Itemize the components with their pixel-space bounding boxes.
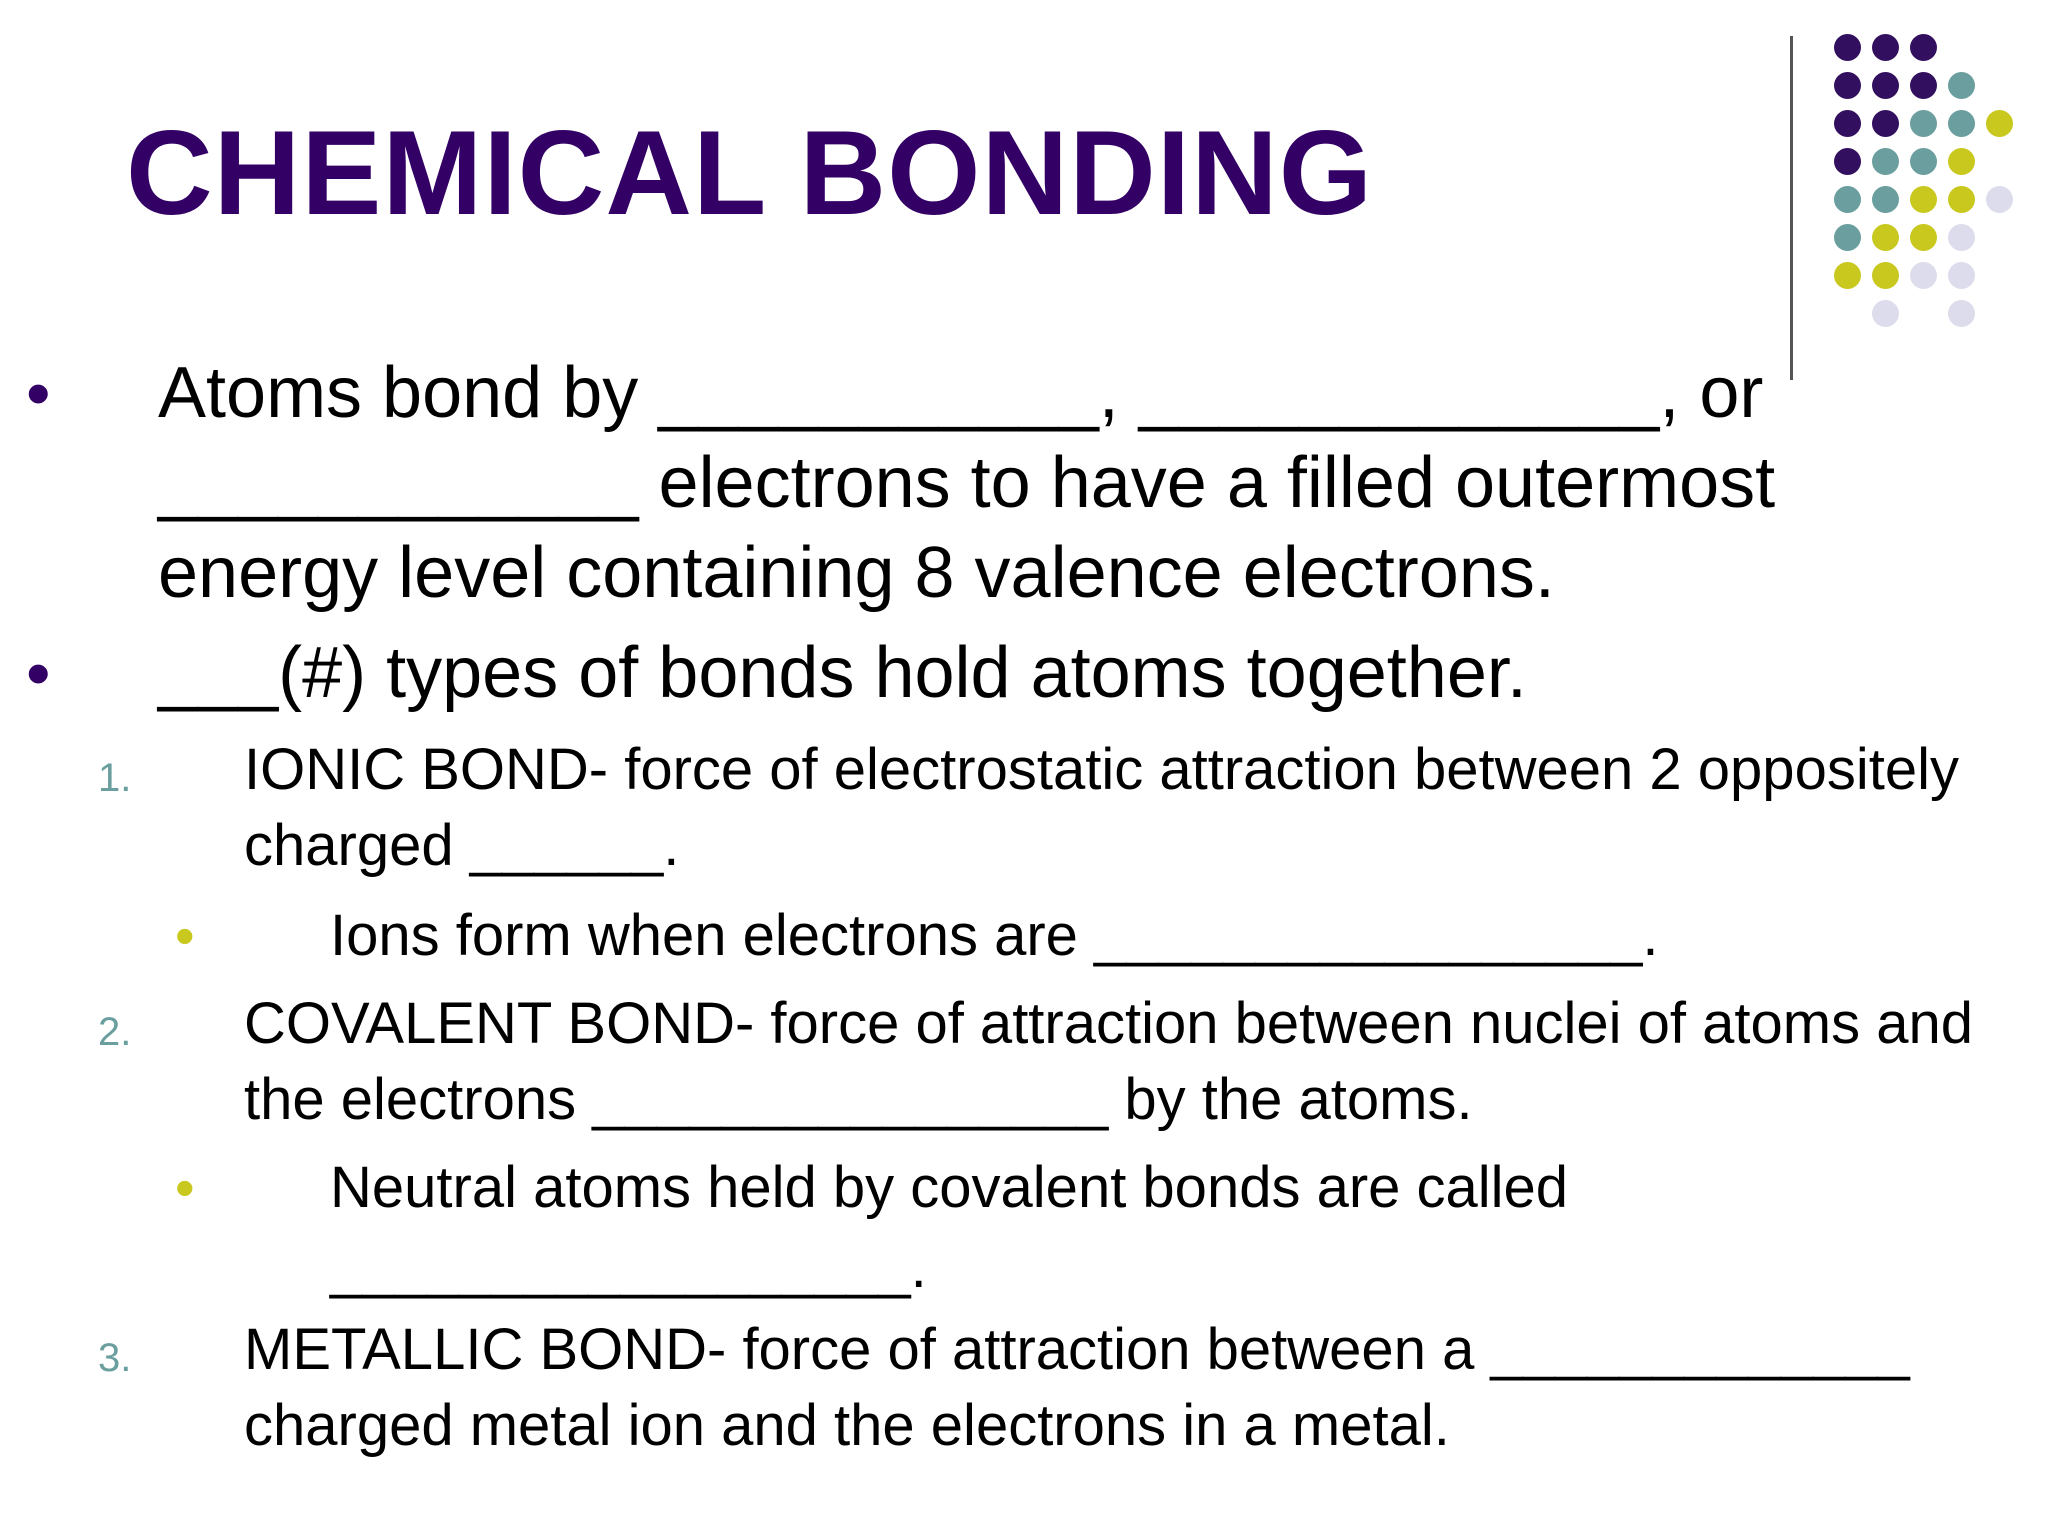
title-divider (1790, 36, 1793, 380)
decorative-dot (1834, 224, 1861, 251)
sub-bullet-marker: • (175, 904, 195, 967)
decorative-dot (1872, 148, 1899, 175)
item-text: IONIC BOND- force of electrostatic attraction between 2 oppositely charged ______. (244, 737, 1959, 878)
numbered-item (98, 732, 2024, 884)
decorative-dot (1948, 72, 1975, 99)
bullet-text: Atoms bond by ___________, _____________, or ____________ electrons to have a filled outermost energy level containing 8 valence electrons. (158, 353, 1776, 613)
decorative-dot (1910, 34, 1937, 61)
decorative-dot (1872, 262, 1899, 289)
item-number: 1. (98, 756, 132, 800)
slide-title: CHEMICAL BONDING (126, 106, 1374, 240)
decorative-dot (1872, 72, 1899, 99)
bullet-item (26, 628, 1818, 718)
decorative-dot (1834, 262, 1861, 289)
bullet-text: ___(#) types of bonds hold atoms together. (158, 633, 1527, 713)
decorative-dot (1872, 300, 1899, 327)
decorative-dot (1910, 262, 1937, 289)
decorative-dot (1986, 186, 2013, 213)
decorative-dot (1872, 224, 1899, 251)
decorative-dot (1872, 186, 1899, 213)
decorative-dot (1910, 72, 1937, 99)
bullet-marker: • (26, 634, 51, 712)
decorative-dot (1910, 186, 1937, 213)
numbered-item (98, 986, 2024, 1138)
sub-bullet-text: Neutral atoms held by covalent bonds are called __________________. (330, 1155, 1569, 1300)
sub-bullet-text: Ions form when electrons are _________________. (330, 903, 1659, 968)
sub-bullet-item (175, 896, 2030, 976)
decorative-dot (1834, 186, 1861, 213)
decorative-dot (1834, 148, 1861, 175)
decorative-dot (1834, 72, 1861, 99)
decorative-dot (1872, 110, 1899, 137)
item-text: COVALENT BOND- force of attraction between nuclei of atoms and the electrons ________________ by the atoms. (244, 991, 1973, 1132)
decorative-dot (1948, 148, 1975, 175)
decorative-dot (1872, 34, 1899, 61)
decorative-dot (1910, 110, 1937, 137)
decorative-dot (1948, 110, 1975, 137)
decorative-dot (1948, 186, 1975, 213)
numbered-item (98, 1312, 2024, 1464)
decorative-dot (1834, 34, 1861, 61)
decorative-dot (1986, 110, 2013, 137)
item-number: 3. (98, 1336, 132, 1380)
item-text: METALLIC BOND- force of attraction between a _____________ charged metal ion and the electrons in a metal. (244, 1317, 1910, 1458)
decorative-dot (1948, 262, 1975, 289)
bullet-item (26, 348, 1818, 618)
sub-bullet-marker: • (175, 1156, 195, 1219)
sub-bullet-item (175, 1148, 2030, 1308)
item-number: 2. (98, 1010, 132, 1054)
decorative-dot (1834, 110, 1861, 137)
decorative-dot (1910, 224, 1937, 251)
decorative-dot (1948, 300, 1975, 327)
bullet-marker: • (26, 354, 51, 432)
decorative-dot (1948, 224, 1975, 251)
decorative-dot (1910, 148, 1937, 175)
